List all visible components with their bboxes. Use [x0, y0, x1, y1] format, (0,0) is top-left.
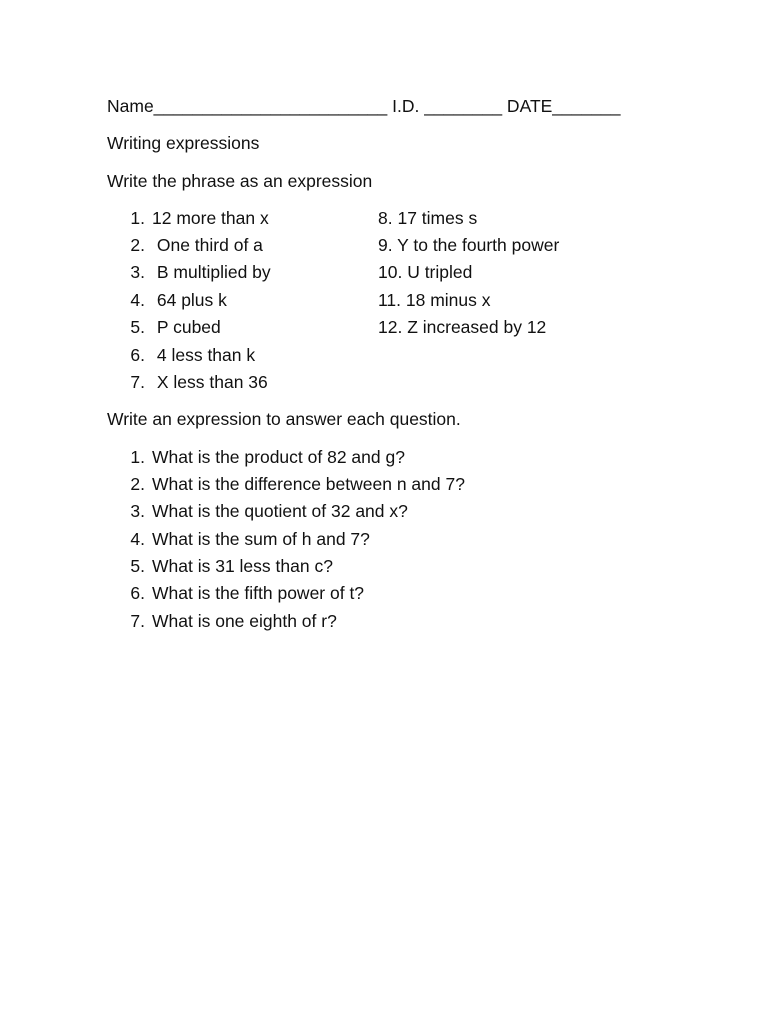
list-item-number: 5.	[130, 317, 145, 337]
list-item-number: 4.	[130, 290, 145, 310]
list-item: 9. Y to the fourth power	[378, 235, 560, 255]
list-item-number: 2.	[130, 474, 145, 494]
section2-instruction: Write an expression to answer each question.	[107, 409, 461, 429]
list-item-text: P cubed	[152, 317, 221, 337]
list-item-text: X less than 36	[152, 372, 268, 392]
list-item-number: 6.	[130, 345, 145, 365]
list-item-text: What is the difference between n and 7?	[152, 474, 465, 494]
list-item-text: What is the product of 82 and g?	[152, 447, 405, 467]
list-item-number: 1.	[130, 208, 145, 228]
section1-instruction: Write the phrase as an expression	[107, 171, 373, 191]
list-item-text: 64 plus k	[152, 290, 227, 310]
list-item-number: 6.	[130, 583, 145, 603]
worksheet-title: Writing expressions	[107, 133, 260, 153]
list-item-number: 3.	[130, 262, 145, 282]
list-item-text: What is the sum of h and 7?	[152, 529, 370, 549]
list-item-text: What is the fifth power of t?	[152, 583, 365, 603]
list-item-number: 7.	[130, 611, 145, 631]
list-item-text: What is one eighth of r?	[152, 611, 337, 631]
list-item-text: What is 31 less than c?	[152, 556, 333, 576]
list-item-text: One third of a	[152, 235, 263, 255]
list-item-number: 4.	[130, 529, 145, 549]
list-item: 12. Z increased by 12	[378, 317, 547, 337]
list-item: 10. U tripled	[378, 262, 473, 282]
list-item-number: 7.	[130, 372, 145, 392]
list-item-number: 5.	[130, 556, 145, 576]
list-item-text: 4 less than k	[152, 345, 256, 365]
list-item-number: 1.	[130, 447, 145, 467]
list-item-text: B multiplied by	[152, 262, 271, 282]
list-item-text: What is the quotient of 32 and x?	[152, 501, 408, 521]
list-item: 8. 17 times s	[378, 208, 478, 228]
list-item-number: 2.	[130, 235, 145, 255]
list-item-number: 3.	[130, 501, 145, 521]
name-id-date-line: Name________________________ I.D. ________ DATE_______	[107, 96, 621, 116]
list-item-text: 12 more than x	[152, 208, 269, 228]
list-item: 11. 18 minus x	[378, 290, 491, 310]
